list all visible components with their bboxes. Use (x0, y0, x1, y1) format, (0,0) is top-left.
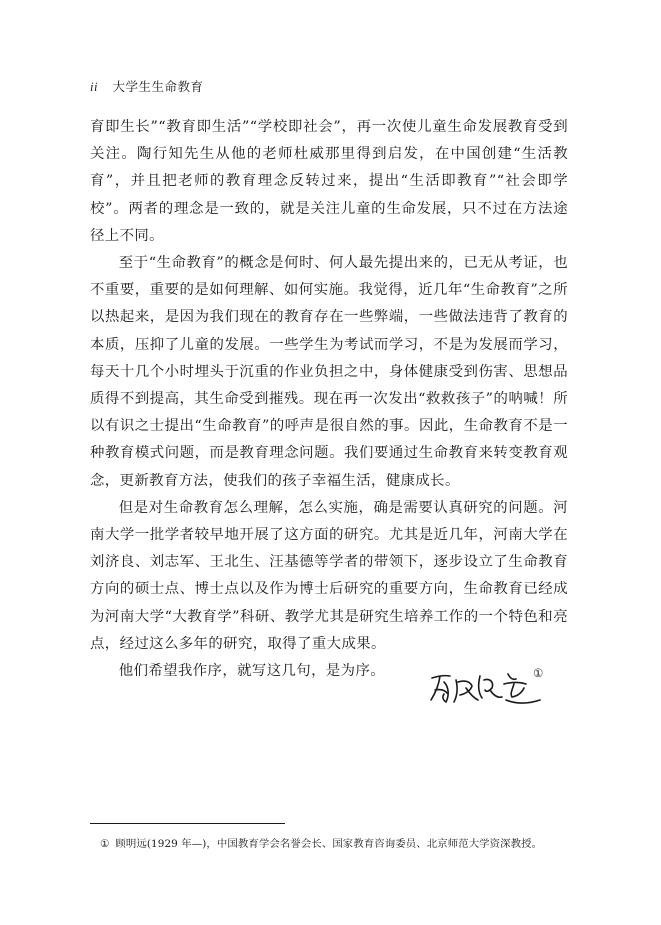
page-number: ii (90, 80, 98, 94)
footnote-text: 顾明远(1929 年—)，中国教育学会名誉会长、国家教育咨询委员、北京师范大学资深教授。 (115, 838, 543, 850)
footnote (100, 835, 542, 850)
signature-footnote-marker: ① (533, 666, 544, 680)
paragraph-2: 至于“生命教育”的概念是何时、何人最先提出来的，已无从考证，也不重要，重要的是如何理解、如何实施。我觉得，近几年“生命教育”之所以热起来，是因为我们现在的教育存在一些弊端，一些做法违背了教育的本质，压抑了儿童的发展。一些学生为考试而学习，不是为发展而学习，每天十几个小时埋头于沉重的作业负担之中，身体健康受到伤害、思想品质得不到提高，其生命受到摧残。现在再一次发出“救救孩子”的呐喊！所以有识之士提出“生命教育”的呼声是很自然的事。因此，生命教育不是一种教育模式问题，而是教育理念问题。我们要通过生命教育来转变教育观念，更新教育方法，使我们的孩子幸福生活，健康成长。 (90, 255, 568, 489)
paragraph-4: 他们希望我作序，就写这几句，是为序。 (118, 663, 386, 680)
running-header (90, 77, 203, 95)
paragraph-3: 但是对生命教育怎么理解，怎么实施，确是需要认真研究的问题。河南大学一批学者较早地开展了这方面的研究。尤其是近几年，河南大学在刘济良、刘志军、王北生、汪基德等学者的带领下，逐步设立了生命教育方向的硕士点、博士点以及作为博士后研究的重要方向，生命教育已经成为河南大学“大教育学”科研、教学尤其是研究生培养工作的一个特色和亮点，经过这么多年的研究，取得了重大成果。 (90, 499, 568, 652)
book-title: 大学生生命教育 (112, 79, 204, 94)
signature-scribble-icon (428, 664, 548, 710)
body-text (90, 114, 568, 685)
paragraph-1: 育即生长”“教育即生活”“学校即社会”，再一次使儿童生命发展教育受到关注。陶行知先生从他的老师杜威那里得到启发，在中国创建“生活教育”，并且把老师的教育理念反转过来，提出“生活即教育”“社会即学校”。两者的理念是一致的，就是关注儿童的生命发展，只不过在方法途径上不同。 (90, 119, 568, 244)
handwritten-signature (428, 664, 548, 710)
footnote-marker: ① (100, 838, 110, 850)
footnote-divider (90, 823, 285, 824)
